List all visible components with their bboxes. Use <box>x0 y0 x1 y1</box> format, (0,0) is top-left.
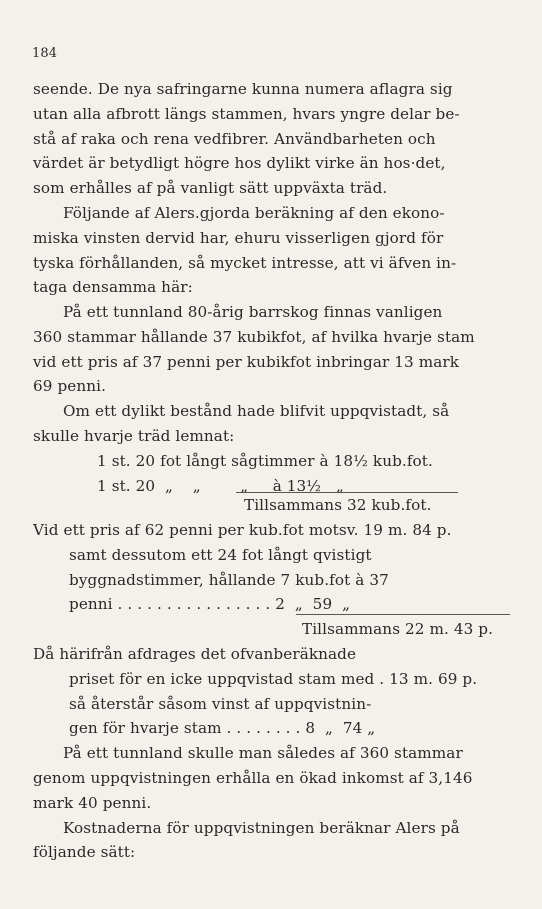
text-line: mark 40 penni. <box>33 794 152 812</box>
text-line: På ett tunnland skulle man således af 360 stammar <box>63 744 463 762</box>
text-line: Kostnaderna för uppqvistningen beräknar Alers på <box>63 819 460 837</box>
calc-line: 1 st. 20 fot långt sågtimmer à 18½ kub.fot. <box>97 452 433 470</box>
sum-rule <box>236 492 458 493</box>
text-line: följande sätt: <box>33 843 136 861</box>
text-line: Om ett dylikt bestånd hade blifvit uppqvistadt, så <box>63 402 450 420</box>
text-line: 360 stammar hållande 37 kubikfot, af hvilka hvarje stam <box>33 328 475 346</box>
text-line: värdet är betydligt högre hos dylikt virke än hos·det, <box>33 154 446 172</box>
text-line: genom uppqvistningen erhålla en ökad inkomst af 3,146 <box>33 769 473 787</box>
text-line: stå af raka och rena vedfibrer. Användbarheten och <box>33 130 436 148</box>
calc-line: priset för en icke uppqvistad stam med . 13 m. 69 p. <box>69 670 478 688</box>
page-number: 184 <box>32 46 58 61</box>
calc-line: Vid ett pris af 62 penni per kub.fot motsv. 19 m. 84 p. <box>33 521 452 539</box>
text-line: miska vinsten dervid har, ehuru visserligen gjord för <box>33 229 444 247</box>
text-line: 69 penni. <box>33 377 107 395</box>
text-line: tyska förhållanden, så mycket intresse, att vi äfven in- <box>33 254 457 272</box>
calc-line: så återstår såsom vinst af uppqvistnin- <box>69 695 372 713</box>
calc-subtotal: Tillsammans 32 kub.fot. <box>244 496 432 514</box>
calc-line: byggnadstimmer, hållande 7 kub.fot à 37 <box>69 571 389 589</box>
calc-line: penni . . . . . . . . . . . . . . . . 2 „ 59 „ <box>69 595 351 613</box>
text-line: taga densamma här: <box>33 278 193 296</box>
text-line: Följande af Alers.gjorda beräkning af den ekono- <box>63 204 445 222</box>
calc-line: gen för hvarje stam . . . . . . . . 8 „ 74 „ <box>69 719 376 737</box>
text-line: utan alla afbrott längs stammen, hvars yngre delar be- <box>33 105 460 123</box>
calc-line: 1 st. 20 „ „ „ à 13½ „ <box>97 477 344 495</box>
text-line: På ett tunnland 80-årig barrskog finnas vanligen <box>63 303 443 321</box>
text-line: skulle hvarje träd lemnat: <box>33 427 235 445</box>
text-line: vid ett pris af 37 penni per kubikfot inbringar 13 mark <box>33 353 460 371</box>
calc-subtotal: Tillsammans 22 m. 43 p. <box>302 620 494 638</box>
text-line: seende. De nya safringarne kunna numera aflagra sig <box>33 80 453 98</box>
calc-line: samt dessutom ett 24 fot långt qvistigt <box>69 546 372 564</box>
sum-rule <box>296 614 510 615</box>
text-line: som erhålles af på vanligt sätt uppväxta träd. <box>33 179 388 197</box>
calc-line: Då härifrån afdrages det ofvanberäknade <box>33 645 357 663</box>
